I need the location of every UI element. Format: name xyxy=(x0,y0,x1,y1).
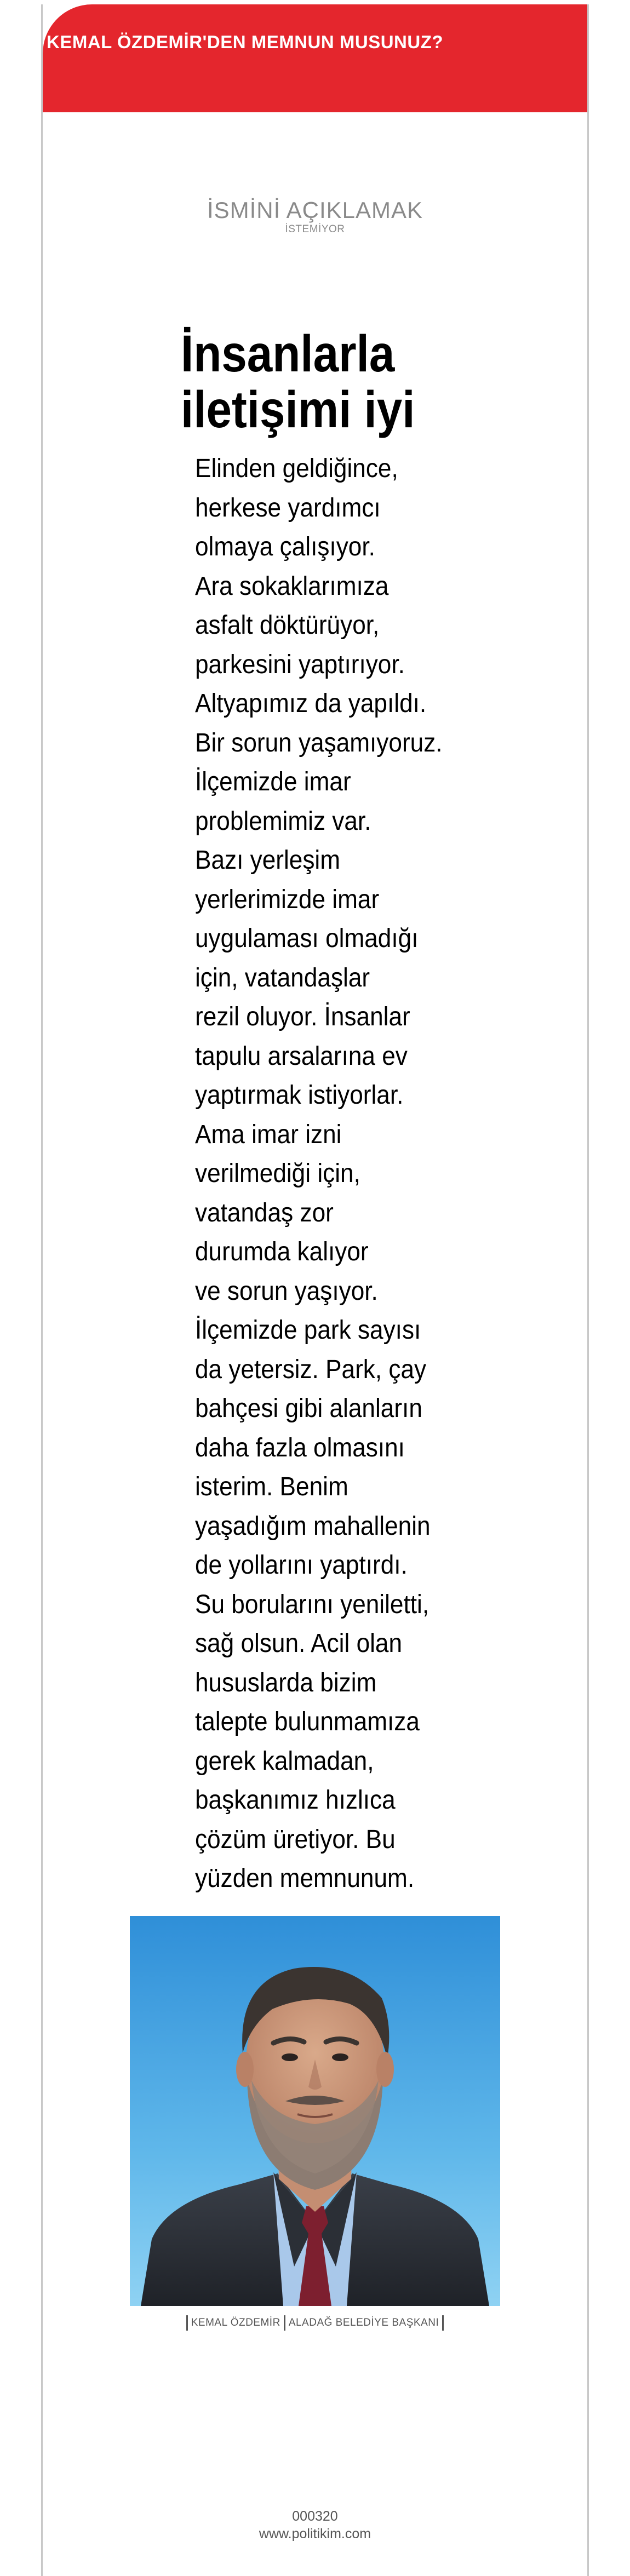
article-body-line: vatandaş zor xyxy=(195,1198,334,1227)
article-body-line: ve sorun yaşıyor. xyxy=(195,1276,378,1306)
article-body-line: Su borularını yeniletti, xyxy=(195,1590,429,1619)
headline-line: iletişimi iyi xyxy=(181,381,415,439)
footer-code: 000320 xyxy=(292,2509,338,2524)
article-body-line: talepte bulunmamıza xyxy=(195,1707,420,1736)
article-body-line: İlçemizde park sayısı xyxy=(195,1316,421,1345)
article-body-line: yüzden memnunum. xyxy=(195,1864,415,1893)
anonymous-respondent-label xyxy=(0,197,630,236)
photo-caption xyxy=(0,2315,630,2331)
article-body-line: bahçesi gibi alanların xyxy=(195,1394,422,1423)
header-banner xyxy=(43,4,587,112)
article-body-line: herkese yardımcı xyxy=(195,493,381,523)
anonymous-sub-text: İSTEMİYOR xyxy=(285,223,345,235)
caption-divider xyxy=(186,2315,188,2331)
article-body-line: çözüm üretiyor. Bu xyxy=(195,1825,396,1854)
article-body-line: Bazı yerleşim xyxy=(195,846,341,875)
article-body-line: Ara sokaklarımıza xyxy=(195,571,389,601)
article-body xyxy=(195,449,443,1898)
article-body-line: hususlarda bizim xyxy=(195,1668,377,1697)
portrait-image xyxy=(130,1916,500,2306)
caption-divider xyxy=(442,2315,444,2331)
article-body-line: sağ olsun. Acil olan xyxy=(195,1629,403,1658)
caption-name: KEMAL ÖZDEMİR xyxy=(191,2317,280,2328)
article-body-line: gerek kalmadan, xyxy=(195,1746,374,1776)
article-body-line: parkesini yaptırıyor. xyxy=(195,650,405,679)
headline-line: İnsanlarla xyxy=(181,325,395,383)
article-body-line: Bir sorun yaşamıyoruz. xyxy=(195,728,443,758)
article-body-line: durumda kalıyor xyxy=(195,1237,369,1266)
anonymous-main-text: İSMİNİ AÇIKLAMAK xyxy=(207,197,423,223)
article-body-line: yaptırmak istiyorlar. xyxy=(195,1081,404,1110)
article-body-line: rezil oluyor. İnsanlar xyxy=(195,1002,410,1031)
article-body-line: Elinden geldiğince, xyxy=(195,454,398,483)
caption-divider xyxy=(284,2315,285,2331)
article-body-line: problemimiz var. xyxy=(195,806,371,836)
article-body-line: asfalt döktürüyor, xyxy=(195,611,380,640)
article-headline xyxy=(181,326,432,438)
article-body-line: isterim. Benim xyxy=(195,1472,348,1501)
article-body-line: verilmediği için, xyxy=(195,1159,360,1188)
article-body-line: yerlerimizde imar xyxy=(195,885,380,914)
article-body-line: de yollarını yaptırdı. xyxy=(195,1551,408,1580)
footer-url-link[interactable]: www.politikim.com xyxy=(259,2526,371,2541)
article-body-line: için, vatandaşlar xyxy=(195,963,370,992)
header-title: KEMAL ÖZDEMİR'DEN MEMNUN MUSUNUZ? xyxy=(47,32,444,52)
article-body-line: tapulu arsalarına ev xyxy=(195,1041,408,1071)
caption-title: ALADAĞ BELEDİYE BAŞKANI xyxy=(288,2317,439,2328)
article-body-line: İlçemizde imar xyxy=(195,767,351,796)
article-body-line: Altyapımız da yapıldı. xyxy=(195,689,427,718)
article-body-line: yaşadığım mahallenin xyxy=(195,1511,431,1541)
article-body-line: daha fazla olmasını xyxy=(195,1433,405,1462)
page-footer xyxy=(0,2508,630,2543)
article-body-line: Ama imar izni xyxy=(195,1120,342,1149)
article-body-line: da yetersiz. Park, çay xyxy=(195,1355,427,1384)
article-body-line: uygulaması olmadığı xyxy=(195,924,419,953)
article-body-line: başkanımız hızlıca xyxy=(195,1786,396,1815)
portrait-photo xyxy=(130,1916,500,2306)
article-body-line: olmaya çalışıyor. xyxy=(195,532,375,561)
